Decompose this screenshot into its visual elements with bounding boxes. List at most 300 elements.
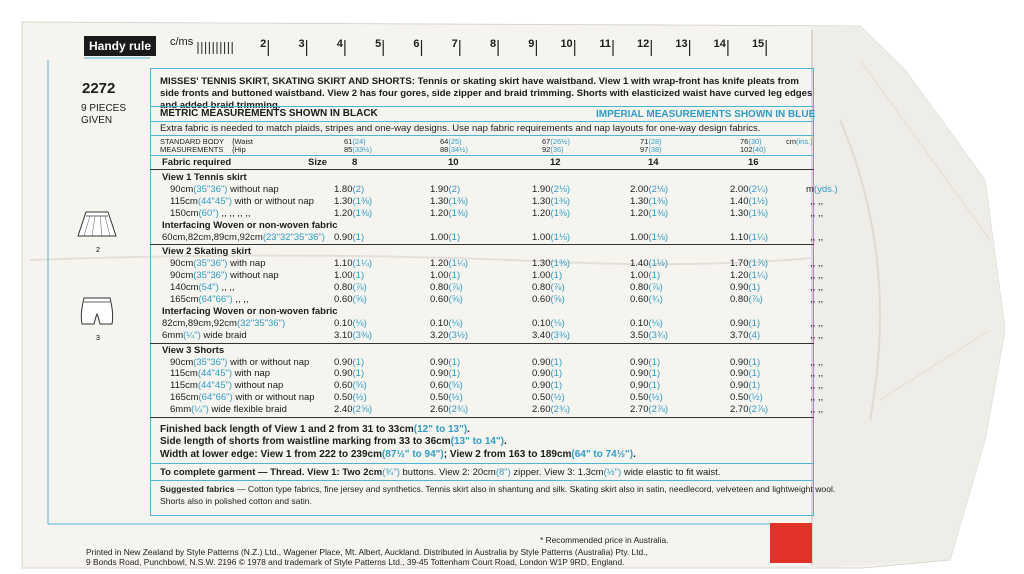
metric-value: 1.40	[730, 195, 749, 207]
fabric-amount	[730, 404, 768, 415]
suggested-fabrics-line2: Shorts also in polished cotton and satin.	[160, 496, 312, 506]
fabric-amount	[532, 196, 570, 207]
imperial-width: (32"35"36")	[236, 317, 286, 329]
imperial-value: (3⅜)	[352, 329, 373, 341]
fabric-amount	[730, 392, 763, 403]
fabric-amount	[430, 380, 463, 391]
ditto-mark: ,, ,,	[810, 317, 824, 329]
fabric-amount	[730, 208, 768, 219]
fabric-amount	[334, 282, 367, 293]
interfacing-width	[162, 232, 325, 243]
metric-value: 0.60	[430, 380, 449, 392]
metric-value: 1.20	[532, 207, 551, 219]
imperial-value: (2)	[448, 183, 461, 195]
fabric-amount	[334, 392, 367, 403]
metric-value: 0.90	[730, 317, 749, 329]
metric-value: 0.90	[334, 356, 353, 368]
metric-width: 115cm	[170, 368, 198, 380]
hip-measure	[640, 146, 662, 154]
imperial-value: (⅞)	[748, 294, 763, 305]
imperial-value: (½)	[448, 392, 463, 404]
ruler-number: 6	[413, 38, 420, 50]
amount-unit	[806, 184, 838, 195]
imperial-width: (35"36")	[193, 183, 228, 195]
fabric-required-label: Fabric required	[162, 157, 232, 168]
fabric-amount	[334, 404, 372, 415]
metric-text: Side length of shorts from waistline marking from 33 to 36cm	[160, 436, 451, 448]
imperial-value: (2⅝)	[352, 404, 373, 416]
metric-value: 3.40	[532, 329, 551, 341]
imperial-value: (¾)	[648, 294, 663, 305]
imperial-value: (1)	[352, 270, 365, 282]
imperial-value: (1)	[748, 282, 761, 294]
size-column: 14	[648, 157, 659, 168]
imperial-value: (⅞)	[352, 282, 367, 294]
metric-value: 1.30	[532, 258, 551, 270]
metric-text: ; View 2 from 163 to 189cm	[443, 448, 572, 460]
imperial-value: (1½)	[748, 195, 769, 207]
fabric-amount	[532, 318, 565, 329]
metric-value: 102	[740, 145, 753, 154]
imperial-value: (1)	[648, 270, 661, 282]
fabric-amount	[532, 294, 565, 305]
width-note: without nap	[227, 270, 279, 282]
fabric-amount	[630, 196, 668, 207]
hip-measure	[740, 146, 766, 154]
metric-value: 71	[640, 137, 649, 146]
shorts-sketch-icon	[78, 294, 118, 344]
description-text: MISSES' TENNIS SKIRT, SKATING SKIRT AND SHORTS: Tennis or skating skirt have waistband. View 1 with wrap-front has knife pleats from side fronts and buttoned waistband. View 2 has four gores, side zipper and braid trimming. Shorts with elasticized waist have curved leg edges	[160, 76, 813, 99]
imperial-heading: IMPERIAL MEASUREMENTS SHOWN IN BLUE	[596, 109, 816, 120]
ditto-mark: ,, ,,	[810, 329, 824, 341]
fabric-amount	[630, 294, 663, 305]
imperial-value: (1⅛)	[550, 231, 571, 243]
imperial-value: (⅞)	[448, 282, 463, 294]
ditto-mark: ,, ,,	[810, 392, 824, 404]
fabric-amount	[334, 357, 364, 368]
imperial-value: (⅛)	[550, 317, 565, 329]
metric-value: 1.00	[334, 270, 353, 282]
metric-value: 0.90	[630, 368, 649, 380]
ruler-unit: c/ms	[170, 36, 194, 48]
ruler-number: 9	[528, 38, 535, 50]
metric-value: 0.80	[730, 294, 749, 305]
imperial-width: (44"45")	[197, 380, 233, 392]
metric-value: 0.90	[630, 356, 649, 368]
metric-value: 1.20	[430, 258, 449, 270]
fabric-amount	[532, 357, 562, 368]
imperial-value: (1⅜)	[448, 195, 469, 207]
metric-value: 0.60	[334, 380, 353, 392]
complete-part: To complete garment — Thread. View 1: Two 2cm	[160, 467, 383, 478]
interfacing-width	[162, 330, 247, 341]
width-note: without nap	[227, 183, 279, 195]
metric-value: 1.00	[430, 270, 449, 282]
metric-value: 1.30	[532, 195, 551, 207]
metric-value: 1.20	[730, 270, 749, 282]
metric-value: 1.10	[334, 258, 353, 270]
fabric-amount	[630, 184, 668, 195]
metric-value: 1.20	[630, 207, 649, 219]
imperial-width: (35"36")	[193, 270, 228, 282]
suggested-fabrics: Suggested fabrics — Cotton type fabrics, fine jersey and synthetics. Tennis skirt also in shantung and silk. Skating skirt also in satin, needlecord, velveteen and lightweight wool.	[160, 484, 836, 494]
fabric-amount	[532, 184, 570, 195]
metric-value: 92	[542, 145, 551, 154]
imperial-value: (1⅜)	[448, 207, 469, 219]
imperial-value: (40)	[752, 145, 766, 154]
imperial-value: (⅝)	[550, 294, 565, 305]
fabric-amount	[430, 294, 463, 305]
metric-value: 3.70	[730, 329, 749, 341]
fabric-amount	[630, 368, 660, 379]
imperial-value: (1)	[550, 380, 563, 392]
metric-value: 1.30	[730, 207, 749, 219]
metric-value: 0.90	[630, 380, 649, 392]
fabric-width	[170, 270, 279, 281]
imperial-value: (1)	[448, 356, 461, 368]
imperial-value: (1)	[748, 368, 761, 380]
imperial-width: (64"66")	[198, 392, 233, 404]
metric-value: 1.00	[430, 231, 449, 243]
fabric-amount	[430, 318, 463, 329]
imperial-value: (1)	[550, 270, 563, 282]
metric-width: 90cm	[170, 183, 194, 195]
imperial-value: (1)	[748, 380, 761, 392]
fabric-amount	[730, 258, 768, 269]
imperial-text: (87½" to 94")	[382, 448, 444, 460]
fabric-amount	[730, 380, 760, 391]
metric-value: 0.80	[532, 282, 551, 294]
imperial-value: (38)	[648, 145, 662, 154]
body-label: MEASUREMENTS	[160, 145, 224, 154]
imperial-value: (1¼)	[748, 231, 769, 243]
ditto-mark: ,, ,,	[810, 207, 824, 219]
imperial-value: (28)	[648, 137, 662, 146]
metric-value: 3.50	[630, 329, 649, 341]
imperial-width: (44"45")	[197, 195, 233, 207]
body-label: STANDARD BODY	[160, 137, 225, 146]
metric-value: 1.70	[730, 258, 749, 270]
imperial-value: (1)	[352, 368, 365, 380]
fabric-amount	[630, 258, 668, 269]
imperial-value: (½)	[550, 392, 565, 404]
hip-measure	[440, 146, 468, 154]
ruler-number: 13	[675, 38, 688, 50]
fabric-width	[170, 368, 270, 379]
ruler-number: 2	[260, 38, 267, 50]
imperial-value: (2⅞)	[748, 404, 769, 416]
fabric-width	[170, 380, 283, 391]
view-title: View 3 Shorts	[162, 344, 225, 356]
fabric-width	[170, 196, 314, 207]
imperial-value: (1)	[448, 231, 461, 243]
imperial-value: (33½)	[352, 145, 372, 154]
fabric-amount	[430, 196, 468, 207]
imperial-value: (1⅜)	[352, 195, 373, 207]
imperial-value: (1⅜)	[648, 207, 669, 219]
fabric-amount	[334, 184, 364, 195]
ditto-mark: ,, ,,	[810, 231, 824, 243]
metric-value: 85	[344, 145, 353, 154]
fabric-amount	[532, 270, 562, 281]
metric-value: 0.90	[730, 356, 749, 368]
imperial-width: (54")	[198, 282, 219, 294]
ruler-number: 14	[713, 38, 726, 50]
imperial-value: (½)	[352, 392, 367, 404]
imperial-value: (2⅛)	[648, 183, 669, 195]
metric-value: 0.90	[334, 368, 353, 380]
width-note: with or without nap	[227, 356, 310, 368]
ruler-number: 3	[298, 38, 305, 50]
fabric-amount	[630, 330, 668, 341]
imperial-value: (1¼)	[448, 258, 469, 270]
metric-value: 0.90	[730, 380, 749, 392]
fabric-amount	[430, 357, 460, 368]
price-sticker	[770, 523, 812, 563]
ditto-mark: ,, ,,	[810, 380, 824, 392]
fabric-amount	[430, 330, 468, 341]
fabric-amount	[630, 270, 660, 281]
metric-heading: METRIC MEASUREMENTS SHOWN IN BLACK	[160, 108, 378, 119]
ditto-mark: ,, ,,	[810, 294, 824, 305]
imperial-value: (34½)	[448, 145, 468, 154]
fabric-width	[170, 208, 250, 219]
ruler-label: Handy rule	[84, 36, 156, 56]
fabric-amount	[334, 196, 372, 207]
imperial-value: (1⅜)	[648, 195, 669, 207]
metric-value: 0.60	[334, 294, 353, 305]
imperial-value: (1)	[352, 231, 365, 243]
fabric-width	[170, 282, 235, 293]
imperial-value: (2⅞)	[648, 404, 669, 416]
width-note: with or without nap	[232, 195, 314, 207]
complete-part: zipper. View 3: 1.3cm	[510, 467, 604, 478]
fabric-width	[170, 258, 265, 269]
view-number-3: 3	[96, 335, 100, 342]
fabric-amount	[334, 318, 367, 329]
metric-value: 0.80	[630, 282, 649, 294]
metric-value: 1.20	[430, 207, 449, 219]
fabric-amount	[430, 258, 468, 269]
imperial-value: (⅝)	[352, 294, 367, 305]
imperial-value: (2¼)	[748, 183, 769, 195]
metric-width: 140cm	[170, 282, 199, 294]
fabric-amount	[730, 270, 768, 281]
width-note: wide flexible braid	[208, 404, 287, 416]
size-column: 10	[448, 157, 459, 168]
fabric-amount	[630, 357, 660, 368]
metric-width: 90cm	[170, 270, 194, 282]
metric-width: 150cm	[170, 207, 199, 219]
fabric-amount	[334, 380, 367, 391]
imperial-value: (1)	[550, 368, 563, 380]
metric-value: 0.50	[630, 392, 649, 404]
metric-value: 1.30	[430, 195, 449, 207]
complete-part: (¾")	[382, 467, 400, 478]
fabric-amount	[430, 368, 460, 379]
fabric-amount	[730, 196, 768, 207]
width-note: without nap	[232, 380, 284, 392]
ruler-number: 8	[489, 38, 497, 50]
imperial-value: (2⅛)	[550, 183, 571, 195]
metric-value: 0.50	[334, 392, 353, 404]
imperial-text: (64" to 74½")	[571, 448, 634, 460]
fabric-amount	[532, 380, 562, 391]
metric-value: 61	[344, 137, 353, 146]
imperial-value: (2¾)	[448, 404, 469, 416]
imperial-value: (1)	[648, 380, 661, 392]
size-column: 12	[550, 157, 561, 168]
fabric-amount	[730, 357, 760, 368]
metric-width: 60cm,82cm,89cm,92cm	[162, 231, 263, 243]
metric-width: 6mm	[170, 404, 192, 416]
metric-width: 6mm	[162, 329, 184, 341]
complete-part: wide elastic to fit waist.	[621, 467, 721, 478]
fabric-amount	[730, 318, 760, 329]
width-note: ,, ,,	[218, 282, 235, 294]
imperial-value: (½)	[648, 392, 663, 404]
complete-part: (½")	[603, 467, 622, 478]
extra-fabric-note: Extra fabric is needed to match plaids, stripes and one-way designs. Use nap fabric requirements and nap layouts for one-way design fabrics.	[160, 123, 761, 134]
hip-measure	[344, 146, 372, 154]
ruler-number: 7	[451, 38, 458, 50]
metric-width: 90cm	[170, 258, 194, 270]
fabric-amount	[334, 368, 364, 379]
metric-value: 1.30	[334, 195, 353, 207]
fabric-amount	[532, 232, 570, 243]
metric-value: 0.90	[532, 356, 551, 368]
fabric-amount	[532, 392, 565, 403]
metric-value: 0.50	[532, 392, 551, 404]
metric-value: 2.70	[730, 404, 749, 416]
complete-part: buttons. View 2: 20cm	[399, 467, 496, 478]
ruler-number: 10	[560, 38, 573, 50]
metric-value: 0.90	[334, 231, 353, 243]
fabric-amount	[334, 208, 372, 219]
metric-value: 0.90	[430, 368, 449, 380]
view-title: View 2 Skating skirt	[162, 246, 252, 258]
imperial-width: (44"45")	[197, 368, 233, 380]
fabric-amount	[532, 330, 570, 341]
imperial-value: (⅝)	[448, 294, 463, 305]
fabric-amount	[730, 232, 768, 243]
imperial-value: (1)	[352, 356, 365, 368]
pattern-number: 2272	[82, 80, 116, 97]
imperial-value: (25)	[448, 137, 462, 146]
ruler-number: 5	[375, 38, 382, 50]
view-divider	[150, 244, 814, 245]
imperial-value: (1¼)	[748, 270, 769, 282]
ditto-mark: ,, ,,	[810, 282, 824, 294]
metric-value: 2.00	[730, 183, 749, 195]
fabric-amount	[430, 270, 460, 281]
imperial-value: (4)	[748, 329, 761, 341]
imperial-value: (36)	[550, 145, 564, 154]
width-note: wide braid	[200, 329, 247, 341]
fabric-amount	[730, 330, 760, 341]
metric-width: 165cm	[170, 294, 199, 305]
punctuation: .	[467, 424, 470, 435]
fabric-amount	[430, 208, 468, 219]
view-divider	[150, 343, 814, 344]
metric-value: 0.90	[730, 368, 749, 380]
imperial-text: (13" to 14")	[450, 436, 505, 448]
hip-measure	[542, 146, 564, 154]
fabric-width	[170, 184, 279, 195]
imperial-value: (⅝)	[352, 380, 367, 392]
imperial-value: (⅝)	[448, 380, 463, 392]
imperial-width: (23"32"35"36")	[262, 231, 325, 243]
imperial-value: (3½)	[448, 329, 469, 341]
imperial-value: (1)	[748, 317, 761, 329]
metric-value: 1.80	[334, 183, 353, 195]
fabric-amount	[630, 404, 668, 415]
view-title: View 1 Tennis skirt	[162, 172, 247, 183]
fabric-amount	[532, 404, 570, 415]
size-label: Size	[308, 157, 328, 168]
body-unit	[786, 138, 813, 146]
metric-value: 0.80	[430, 282, 449, 294]
metric-value: 0.90	[532, 368, 551, 380]
metric-width: 115cm	[170, 380, 198, 392]
metric-text: Finished back length of View 1 and 2 from 31 to 33cm	[160, 424, 414, 435]
fabric-width	[170, 404, 287, 415]
printer-imprint: Printed in New Zealand by Style Patterns (N.Z.) Ltd., Wagener Place, Mt. Albert, Auckland. Distributed in Australia by Style Patterns (Australia) Pty. Ltd., 9 Bonds Road, Punchbowl, N.S.W. 2196 © 1978 and trademark of Style Patterns Ltd., 39-45 Tottenham Court Road, London W1P 9RD, England.	[86, 547, 648, 567]
metric-width: 90cm	[170, 356, 194, 368]
ditto-mark: ,, ,,	[810, 404, 824, 416]
fabric-amount	[532, 282, 565, 293]
fabric-width	[170, 357, 309, 368]
fabric-amount	[532, 368, 562, 379]
view-number-2: 2	[96, 247, 100, 254]
fabric-amount	[334, 270, 364, 281]
waist-label: {Waist	[232, 137, 253, 146]
metric-value: 1.90	[430, 183, 449, 195]
imperial-value: (1)	[448, 270, 461, 282]
metric-value: 0.50	[730, 392, 749, 404]
finished-line	[160, 449, 636, 460]
metric-value: 0.50	[430, 392, 449, 404]
imperial-value: (⅞)	[648, 282, 663, 294]
metric-value: 1.20	[334, 207, 353, 219]
price-note: * Recommended price in Australia.	[540, 535, 669, 545]
interfacing-label: Interfacing Woven or non-woven fabric	[162, 219, 338, 231]
imperial-width: (35"36")	[193, 356, 228, 368]
fabric-amount	[430, 392, 463, 403]
view-divider	[150, 417, 814, 418]
fabric-amount	[630, 282, 663, 293]
fabric-amount	[630, 208, 668, 219]
imperial-value: (1⅜)	[748, 207, 769, 219]
imperial-value: (½)	[748, 392, 763, 404]
hip-label: {Hip	[232, 145, 246, 154]
metric-value: 88	[440, 145, 449, 154]
size-column: 8	[352, 157, 358, 168]
size-column: 16	[748, 157, 759, 168]
width-note: ,, ,, ,, ,,	[218, 207, 251, 219]
metric-value: 2.40	[334, 404, 353, 416]
imperial-value: (1⅜)	[550, 207, 571, 219]
imperial-width: (35"36")	[193, 258, 228, 270]
fabric-amount	[630, 232, 668, 243]
width-note: ,, ,,	[232, 294, 249, 305]
metric-value: 0.80	[334, 282, 353, 294]
metric-width: 82cm,89cm,92cm	[162, 317, 237, 329]
complete-part: (8")	[495, 467, 511, 478]
metric-value: 1.00	[630, 270, 649, 282]
fabric-width	[170, 392, 315, 403]
metric-value: 0.90	[532, 380, 551, 392]
